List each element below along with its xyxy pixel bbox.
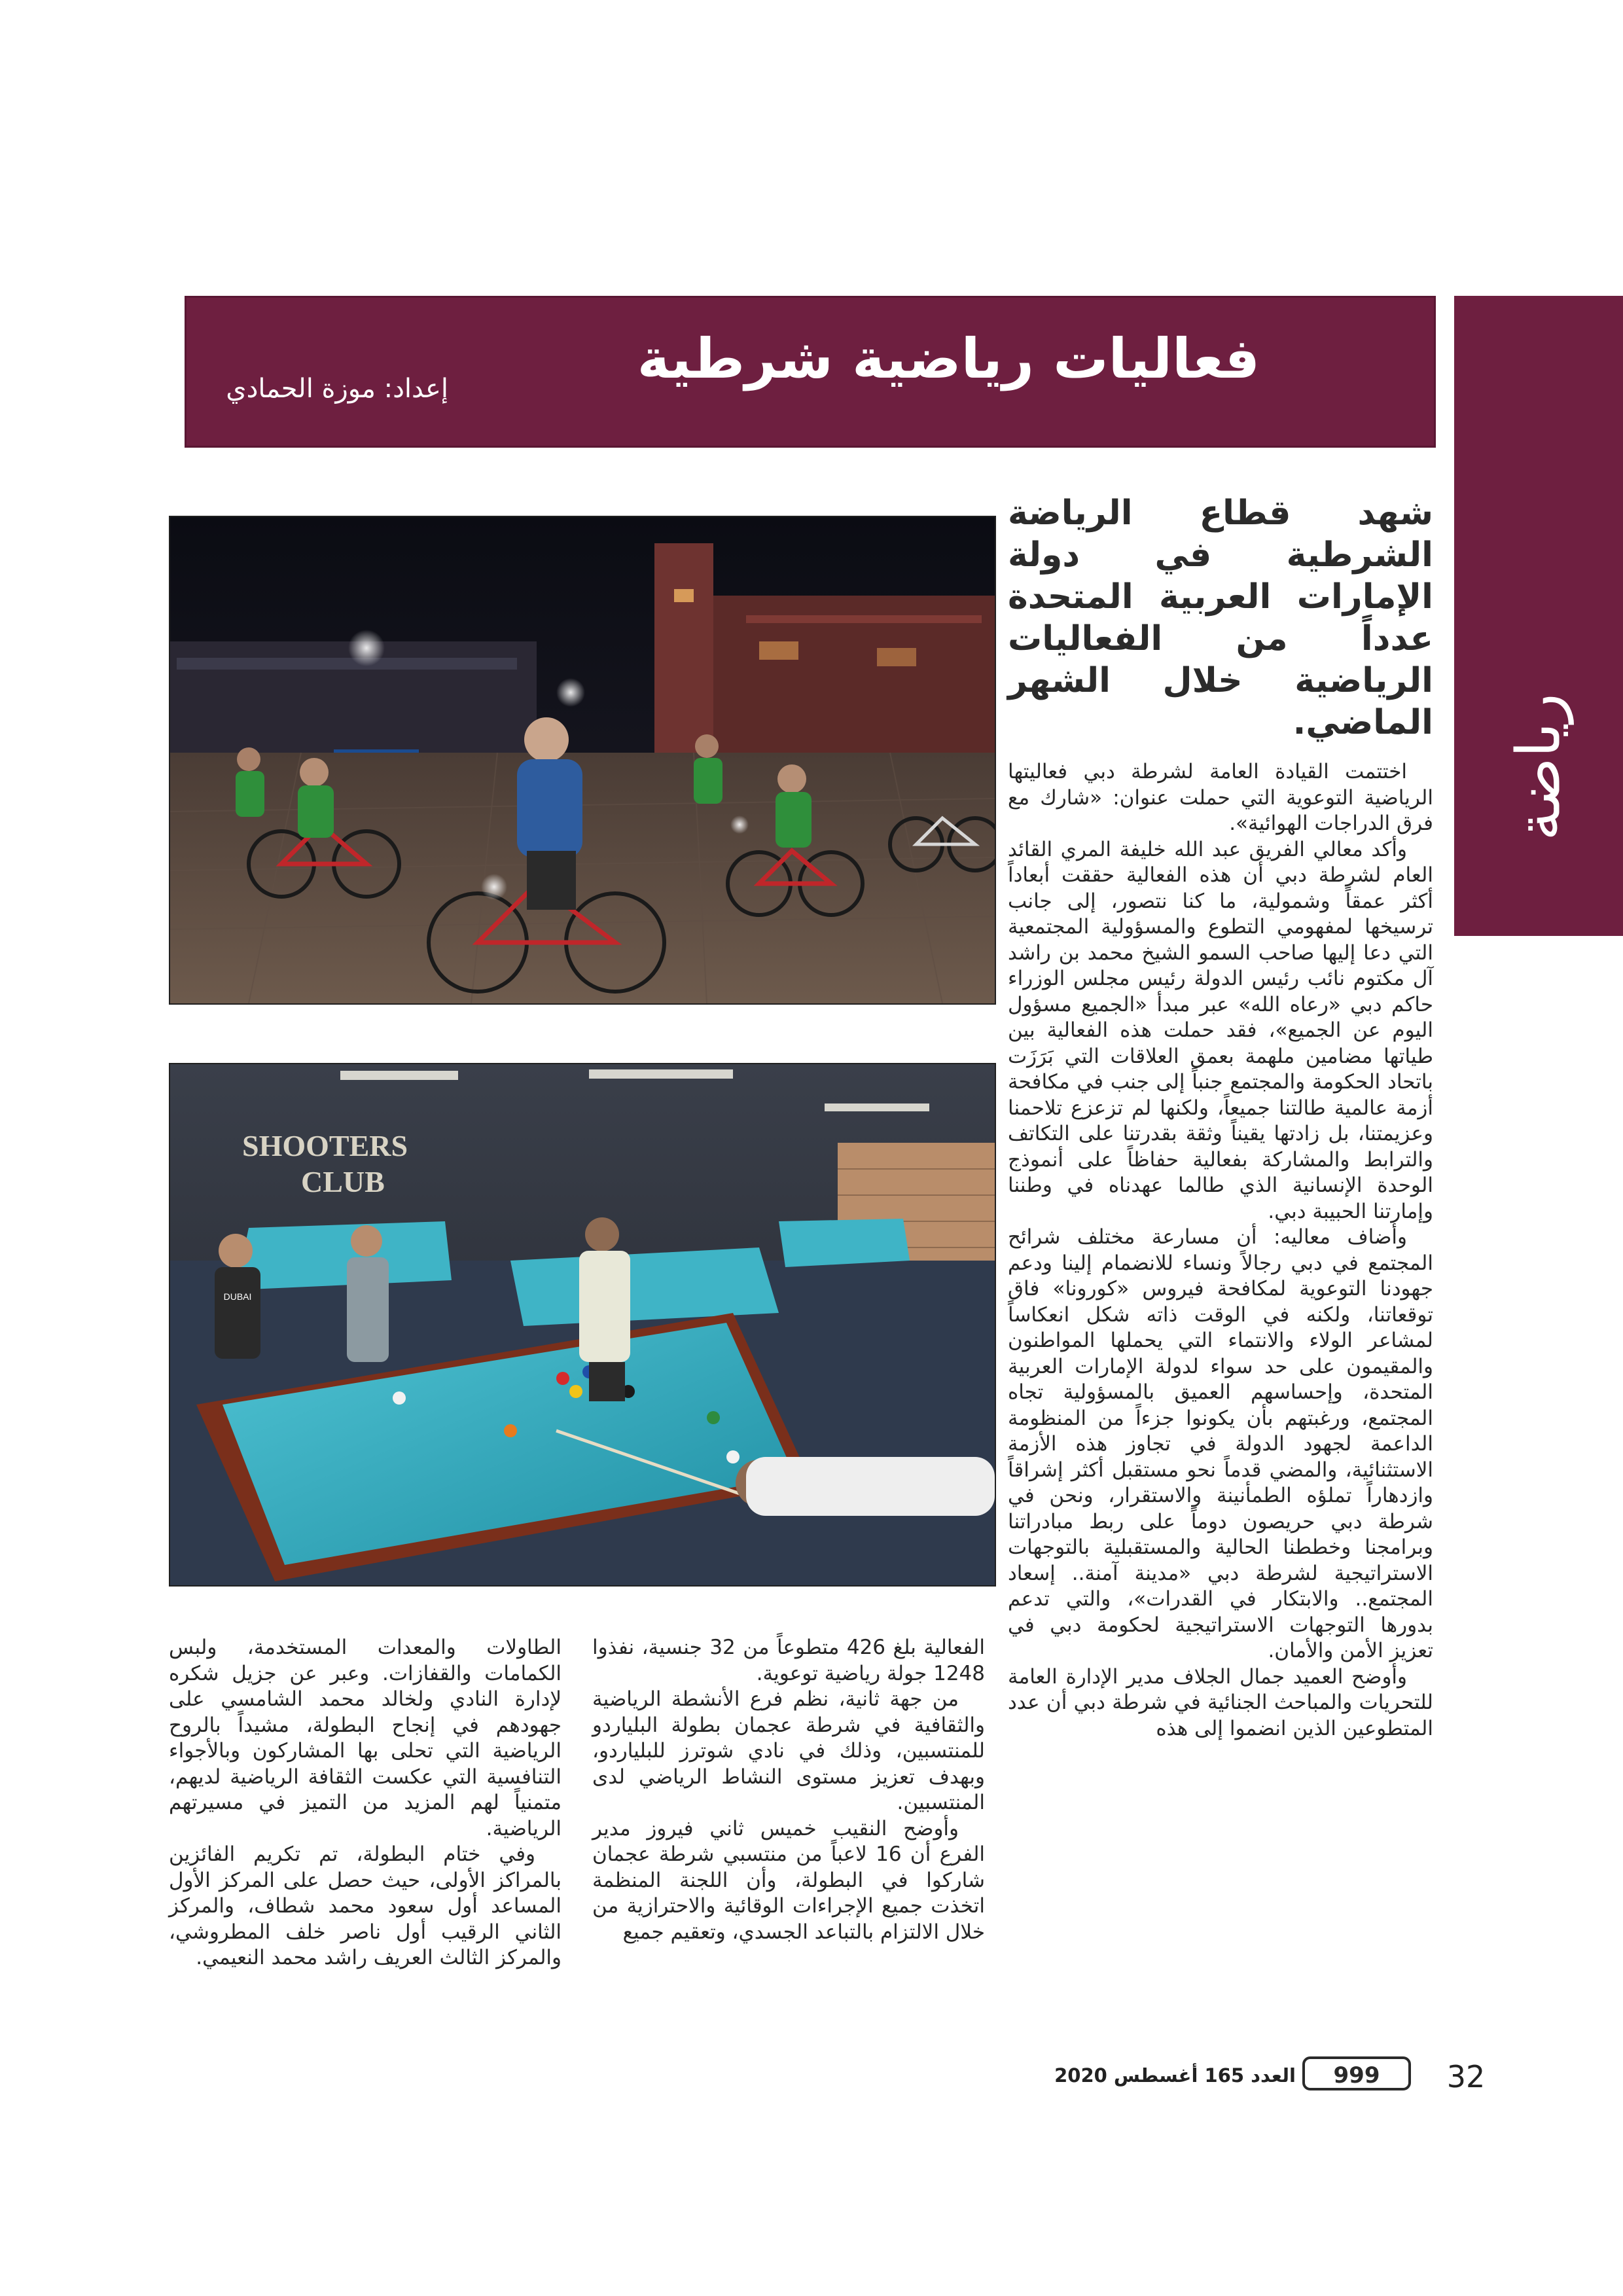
paragraph: الفعالية بلغ 426 متطوعاً من 32 جنسية، نفذوا 1248 جولة رياضية توعوية. — [592, 1636, 985, 1685]
magazine-logo-text: 999 — [1333, 2062, 1380, 2089]
lead-paragraph: شهد قطاع الرياضة الشرطية في دولة الإمارات العربية المتحدة عدداً من الفعاليات الرياضية خلال الشهر الماضي. — [1008, 493, 1433, 742]
paragraph: وأضاف معاليه: أن مسارعة مختلف شرائح المجتمع في دبي رجالاً ونساء للانضمام إلينا ودعم جهودنا التوعوية لمكافحة فيروس «كورونا» فاق توقعاتنا، ولكنه في الوقت ذاته شكل انعكاساً لمشاعر الولاء والانتماء التي يحملها المواطنون والمقيمون على حد سواء لدولة الإمارات العربية المتحدة، وإحساسهم العميق بالمسؤولية تجاه المجتمع، ورغبتهم بأن يكونوا جزءاً من المنظومة الداعمة لجهود الدولة في تجاوز هذه الأزمة الاستثنائية، والمضي قدماً نحو مستقبل أكثر إشراقاً وازدهاراً تملؤه الطمأنينة والاستقرار، ونحن في شرطة دبي حريصون دوماً على ربط مبادراتنا وبرامجنا وخططنا الحالية والمستقبلية بالتوجهات الاستراتيجية لشرطة دبي «مدينة آمنة.. إسعاد المجتمع.. والابتكار في القدرات»، والتي تدعم بدورها التوجهات الاستراتيجية لحكومة دبي في تعزيز الأمن والأمان. — [1008, 1225, 1433, 1662]
paragraph: وفي ختام البطولة، تم تكريم الفائزين بالمراكز الأولى، حيث حصل على المركز الأول المساعد أول سعود محمد شطاف، والمركز الثاني الرقيب أول ناصر خلف المطروشي، والمركز الثالث العريف راشد محمد النعيمي. — [169, 1842, 562, 1969]
club-sign-line2: CLUB — [301, 1165, 385, 1198]
byline: إعداد: موزة الحمادي — [226, 374, 448, 404]
article-column-middle — [592, 1635, 985, 1945]
paragraph: وأكد معالي الفريق عبد الله خليفة المري القائد العام لشرطة دبي أن هذه الفعالية حققت أبعاداً أكثر عمقاً وشمولية، ما كنا نتصور، إلى جانب ترسيخها لمفهومي التطوع والمسؤولية المجتمعية التي دعا إليها صاحب السمو الشيخ محمد بن راشد آل مكتوم نائب رئيس الدولة رئيس مجلس الوزراء حاكم دبي «رعاه الله» عبر مبدأ «الجميع مسؤول اليوم عن الجميع»، فقد حملت هذه الفعالية بين طياتها مضامين ملهمة بعمق العلاقات التي بَرَزَت باتحاد الحكومة والمجتمع جنباً إلى جنب في مكافحة أزمة عالمية طالتنا جميعاً، ولكنها لم تزعزع تلاحمنا وعزيمتنا، بل زادتها يقيناً وثقة بقدرتنا على التكاتف والترابط والمشاركة بفعالية حفاظاً على أنموذج الوحدة الإنسانية الذي طالما عهدناه في وطننا وإمارتنا الحبيبة دبي. — [1008, 837, 1433, 1223]
article-column-left — [169, 1635, 562, 1971]
magazine-logo — [1302, 2054, 1411, 2093]
page-number: 32 — [1446, 2059, 1486, 2094]
paragraph: اختتمت القيادة العامة لشرطة دبي فعاليتها الرياضية التوعوية التي حملت عنوان: «شارك مع فرق الدراجات الهوائية». — [1008, 760, 1433, 835]
section-tab — [1454, 296, 1623, 936]
paragraph: وأوضح النقيب خميس ثاني فيروز مدير الفرع أن 16 لاعباً من منتسبي شرطة عجمان شاركوا في البطولة، وأن اللجنة المنظمة اتخذت جميع الإجراءات الوقائية والاحترازية من خلال الالتزام بالتباعد الجسدي، وتعقيم جميع — [592, 1816, 986, 1944]
article-column-right — [1008, 759, 1433, 1742]
paragraph: وأوضح العميد جمال الجلاف مدير الإدارة العامة للتحريات والمباحث الجنائية في شرطة دبي أن عدد المتطوعين الذين انضموا إلى هذه — [1008, 1664, 1433, 1740]
paragraph: من جهة ثانية، نظم فرع الأنشطة الرياضية والثقافية في شرطة عجمان بطولة البلياردو للمنتسبين، وذلك في نادي شوترز للبلياردو، وبهدف تعزيز مستوى النشاط الرياضي لدى المنتسبين. — [592, 1687, 985, 1814]
billiards-illustration — [170, 1064, 995, 1585]
cyclists-illustration — [170, 517, 995, 1003]
cyclists-photo — [169, 516, 996, 1005]
shirt-text: DUBAI — [223, 1291, 252, 1302]
section-tab-label-wrap — [1470, 636, 1607, 898]
club-sign-line1: SHOOTERS — [242, 1129, 408, 1162]
paragraph: الطاولات والمعدات المستخدمة، ولبس الكمامات والقفازات. وعبر عن جزيل شكره لإدارة النادي ولخالد محمد الشامسي على جهودهم في إنجاح البطولة، مشيداً بالروح الرياضية التي تحلى بها المشاركون وبالأجواء التنافسية التي عكست الثقافة الرياضية لديهم، متمنياً لهم المزيد من التميز في مسيرتهم الرياضية. — [169, 1636, 562, 1840]
billiards-photo — [169, 1063, 996, 1587]
footer-issue: العدد 165 أغسطس 2020 — [1054, 2064, 1296, 2087]
section-tab-label: رياضة — [1503, 693, 1574, 841]
page-title: فعاليات رياضية شرطية — [637, 327, 1260, 391]
title-banner — [185, 296, 1436, 448]
